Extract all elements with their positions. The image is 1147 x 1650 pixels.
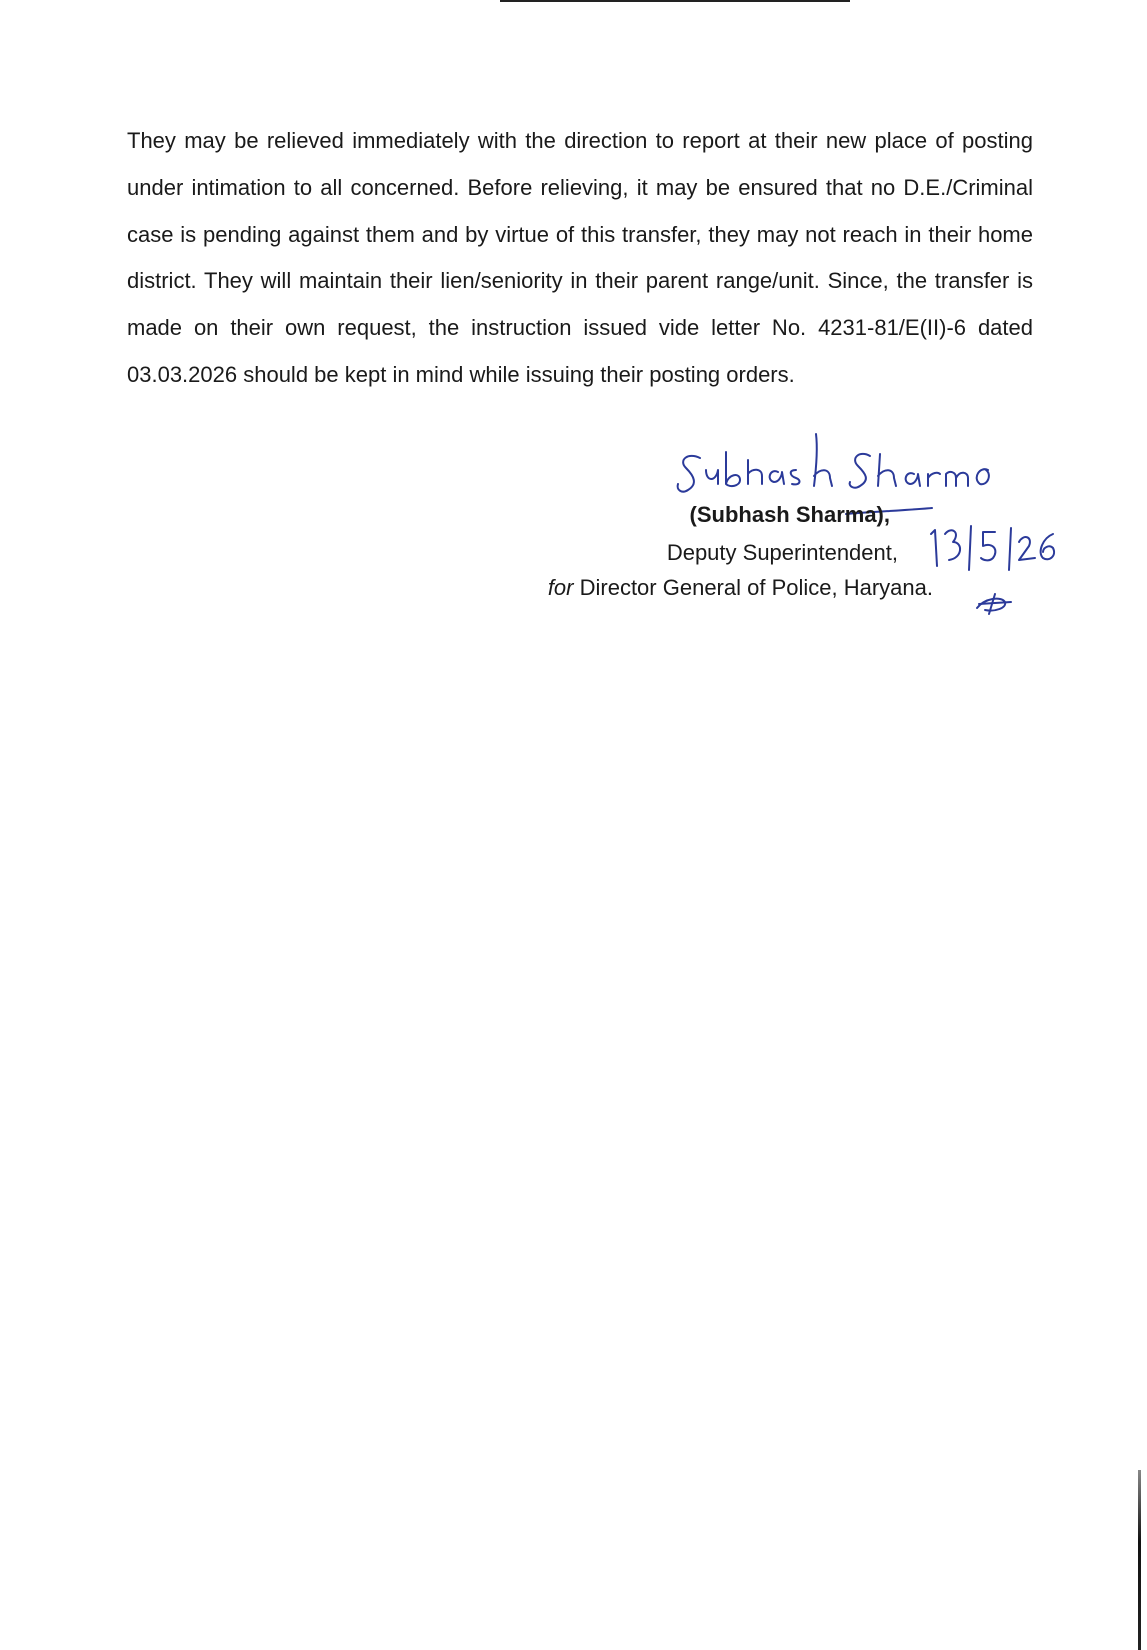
signer-name: (Subhash Sharma), bbox=[689, 502, 890, 527]
handwritten-date bbox=[925, 518, 1065, 578]
right-scan-edge bbox=[1138, 1470, 1141, 1650]
top-scan-edge bbox=[500, 0, 850, 2]
office-prefix: for bbox=[547, 575, 574, 600]
signature-block bbox=[540, 430, 1060, 630]
body-paragraph: They may be relieved immediately with the direction to report at their new place of posting under intimation to all concerned. Before relieving, it may be ensured that no D.E./Criminal case is pending against them and by virtue of this transfer, they may not reach in their home district. They will maintain their lien/seniority in their parent range/unit. Since, the transfer is made on their own request, the instruction issued vide letter No. 4231-81/E(II)-6 dated 03.03.2026 should be kept in mind while issuing their posting orders. bbox=[127, 128, 1033, 387]
signer-designation: Deputy Superintendent, bbox=[666, 540, 898, 565]
signer-office bbox=[548, 575, 933, 601]
office-name: Director General of Police, Haryana. bbox=[573, 575, 933, 600]
initial-mark bbox=[975, 590, 1015, 616]
